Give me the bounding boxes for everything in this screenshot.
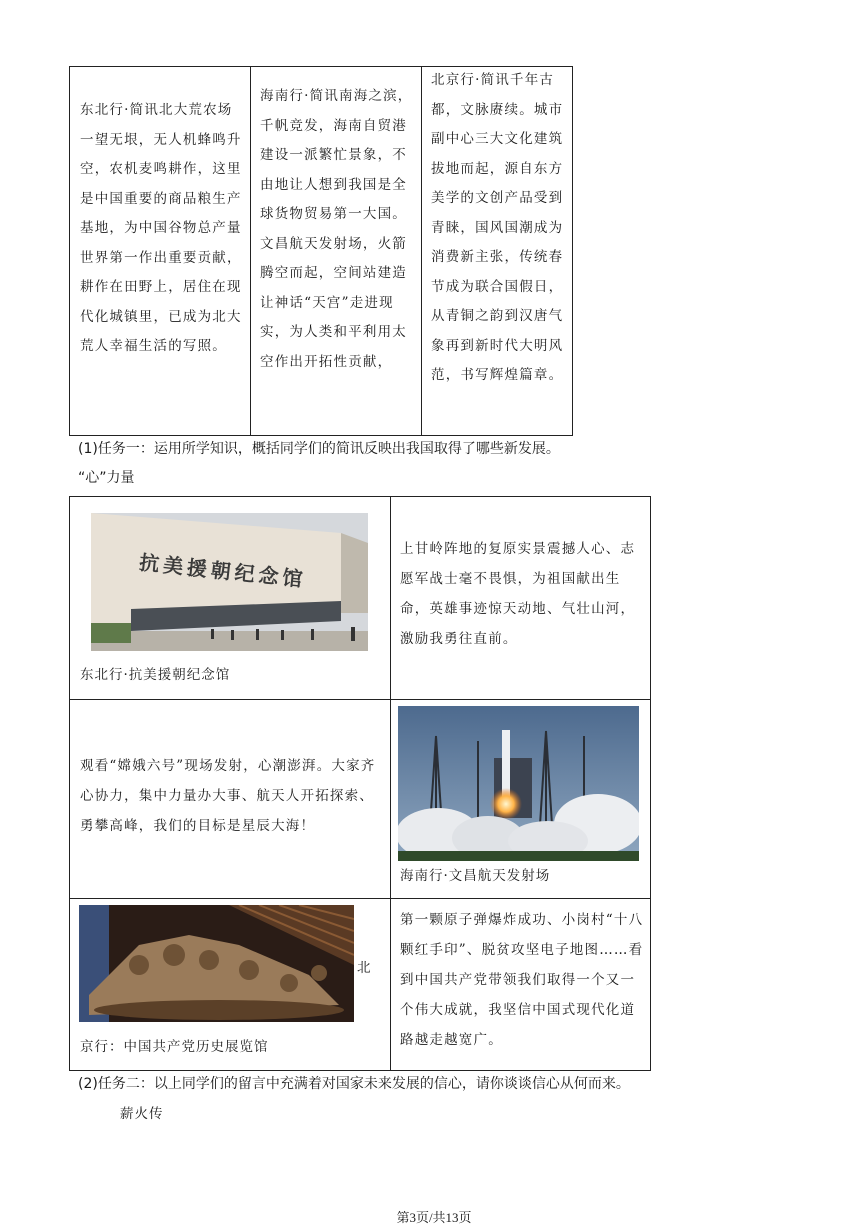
message-change6: 观看“嫦娥六号”现场发射，心潮澎湃。大家齐心协力，集中力量办大事、航天人开拓探索、勇攀高峰，我们的目标是星辰大海！	[80, 758, 376, 834]
news-beijing: 北京行·简讯千年古都，文脉赓续。城市副中心三大文化建筑拔地而起，源自东方美学的文创产品受到青睐，国风国潮成为消费新主张，传统春节成为联合国假日，从青铜之韵到汉唐气象再到新时代大明风范，书写辉煌篇章。	[431, 72, 564, 383]
memorial-caption: 东北行·抗美援朝纪念馆	[80, 667, 231, 683]
table-divider	[421, 66, 422, 436]
party-history-exhibit-photo	[79, 905, 354, 1022]
rocket-caption: 海南行·文昌航天发射场	[400, 868, 551, 884]
message-achievements: 第一颗原子弹爆炸成功、小岗村“十八颗红手印”、脱贫攻坚电子地图……看到中国共产党带领我们取得一个又一个伟大成就，我坚信中国式现代化道路越走越宽广。	[400, 912, 644, 1048]
task-one: (1)任务一：运用所学知识，概括同学们的简讯反映出我国取得了哪些新发展。	[78, 441, 560, 457]
rocket-launch-photo	[398, 706, 639, 861]
table-divider	[69, 699, 651, 700]
subsection-title: 薪火传	[120, 1106, 164, 1122]
message-shangganling: 上甘岭阵地的复原实景震撼人心、志愿军战士毫不畏惧，为祖国献出生命，英雄事迹惊天动地、气壮山河，激励我勇往直前。	[400, 541, 636, 647]
section-title: “心”力量	[78, 470, 135, 486]
exhibit-caption: 京行：中国共产党历史展览馆	[80, 1039, 269, 1055]
news-hainan: 海南行·简讯南海之滨，千帆竞发，海南自贸港建设一派繁忙景象，不由地让人想到我国是全球货物贸易第一大国。文昌航天发射场，火箭腾空而起，空间站建造让神话“天宫”走进现实，为人类和平利用太空作出开拓性贡献，	[260, 88, 413, 370]
table-divider	[390, 496, 391, 1071]
exhibit-side-char: 北	[357, 960, 372, 976]
page-footer: 第3页/共13页	[396, 1210, 472, 1225]
table-divider	[250, 66, 251, 436]
task-two: (2)任务二：以上同学们的留言中充满着对国家未来发展的信心，请你谈谈信心从何而来。	[78, 1076, 630, 1092]
table-divider	[69, 898, 651, 899]
news-northeast: 东北行·简讯北大荒农场一望无垠，无人机蜂鸣升空，农机麦鸣耕作，这里是中国重要的商品粮生产基地，为中国谷物总产量世界第一作出重要贡献，耕作在田野上，居住在现代化城镇里，已成为北大荒人幸福生活的写照。	[80, 102, 242, 354]
memorial-hall-photo	[91, 513, 368, 651]
memorial-sign: 抗美援朝纪念馆	[138, 550, 308, 592]
